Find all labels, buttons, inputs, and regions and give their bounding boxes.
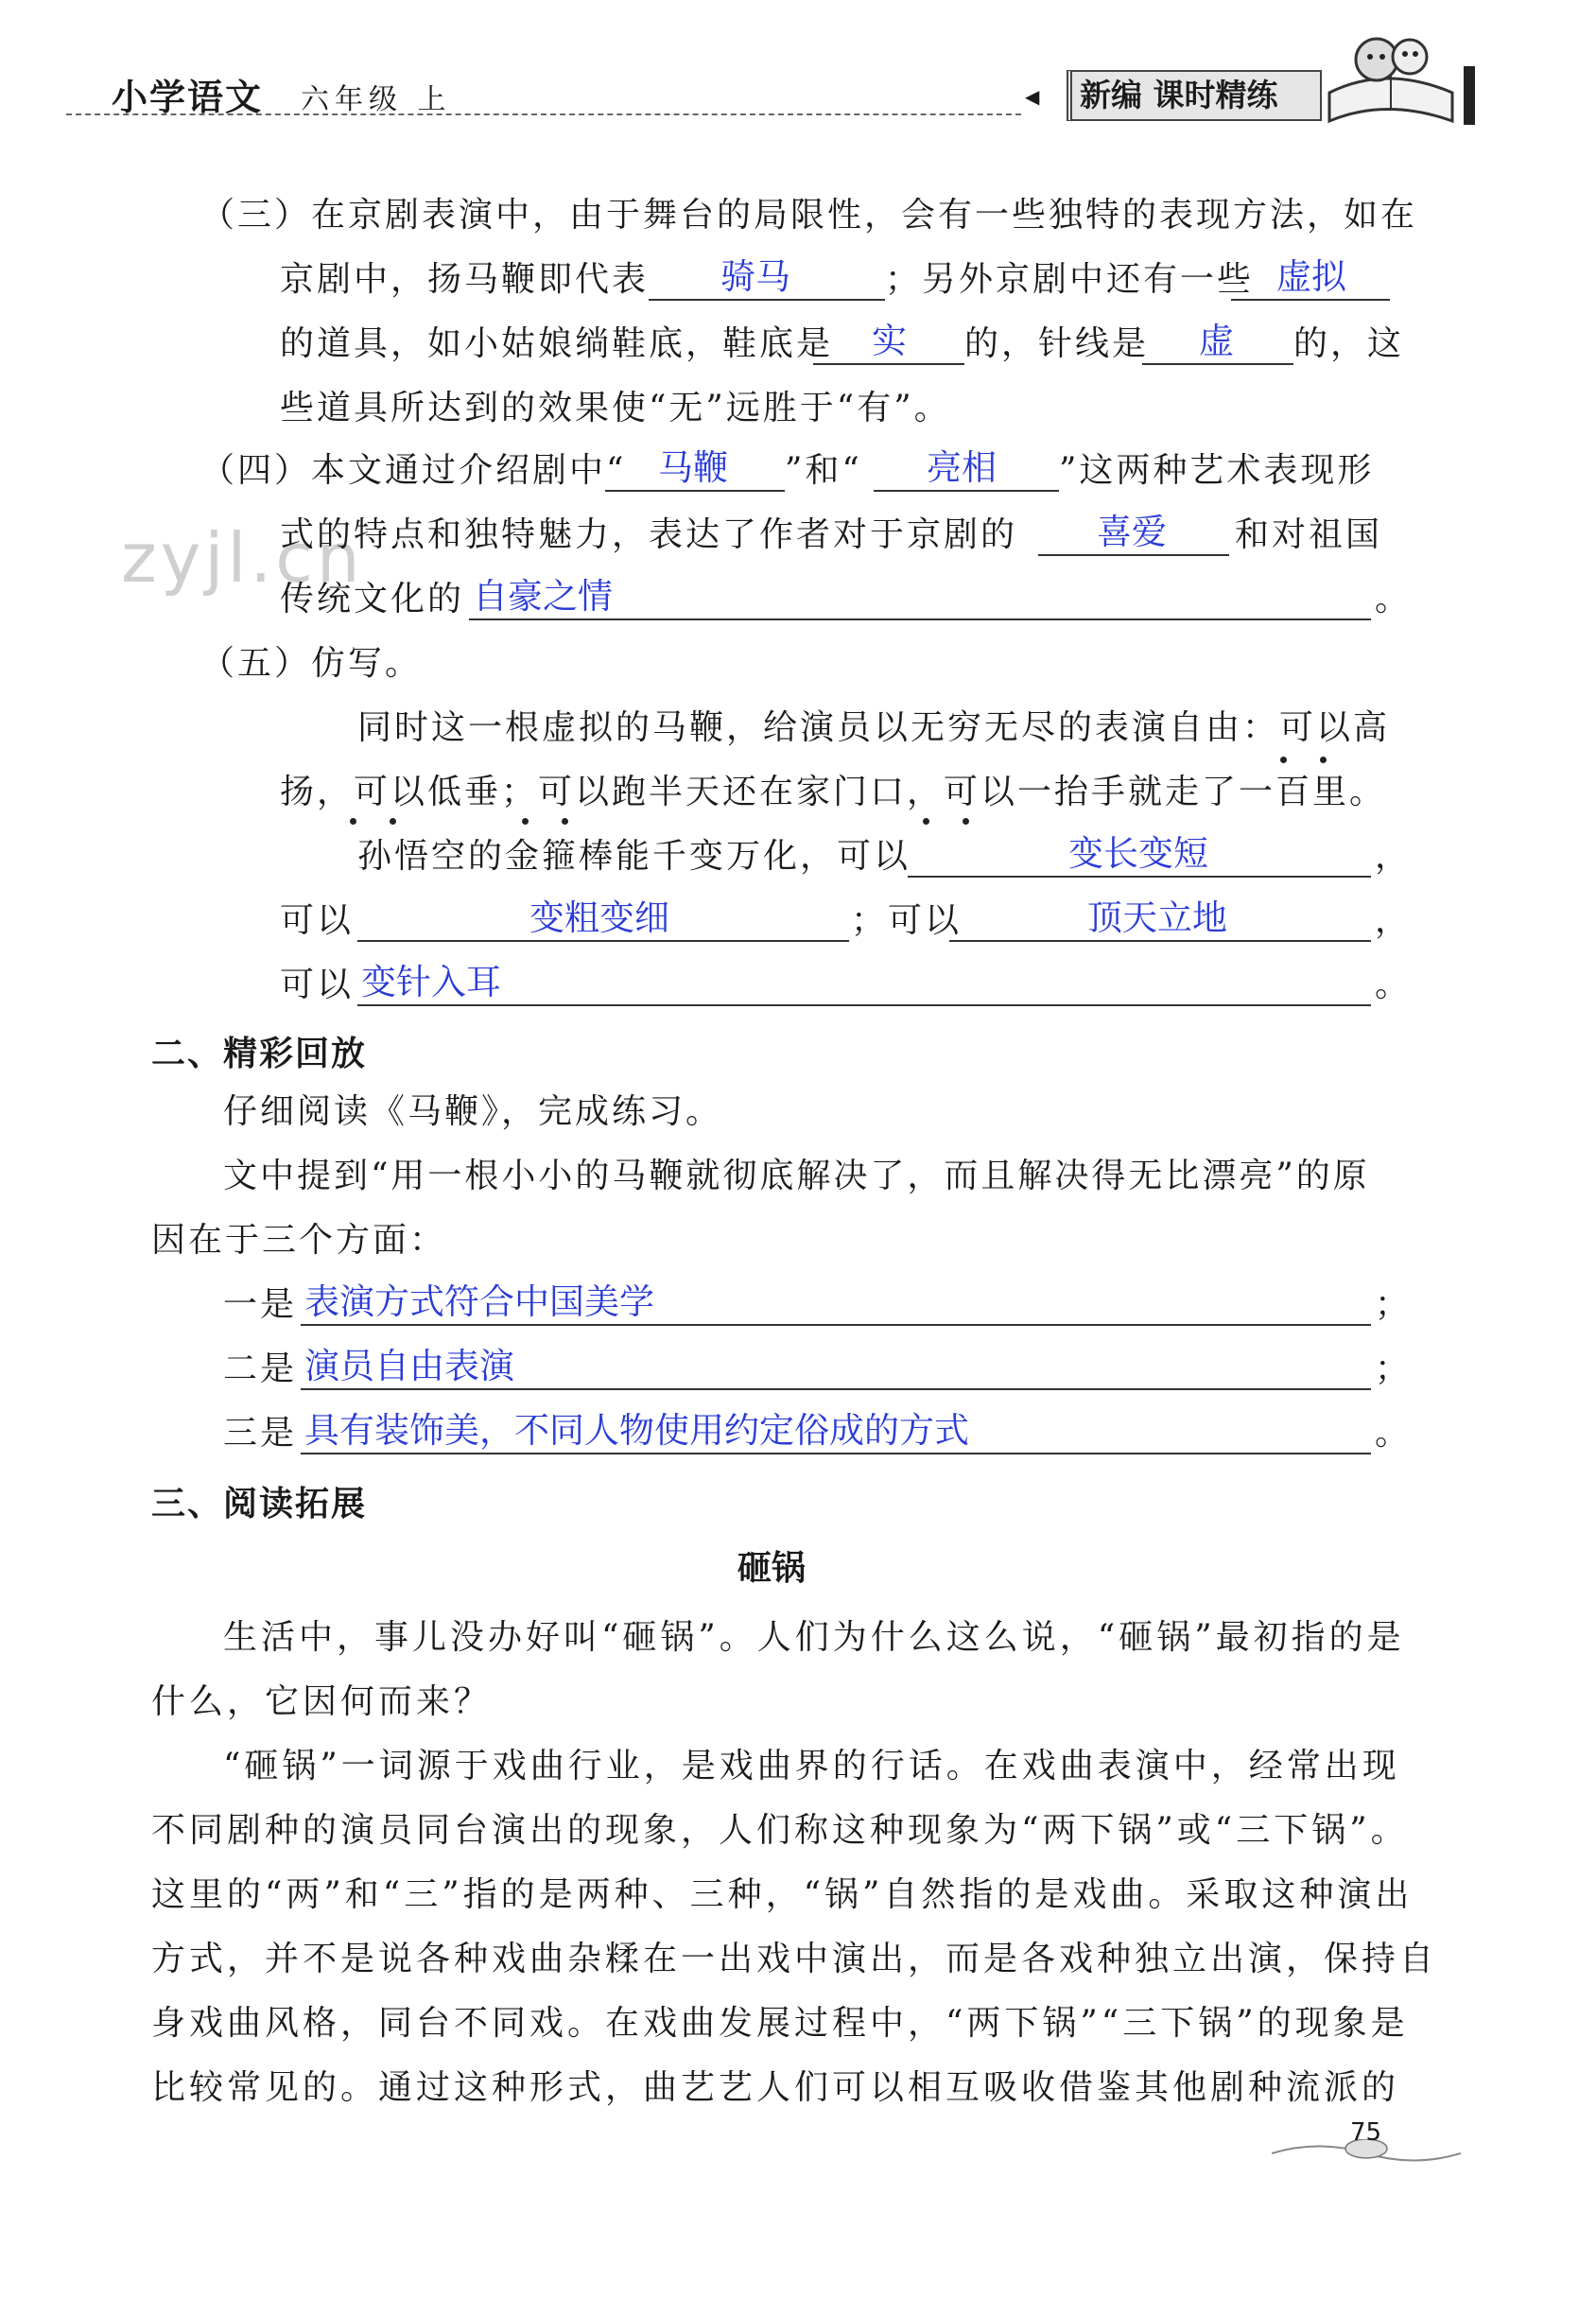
item3-end: 。 [1375,1414,1413,1453]
q5-prompt: 孙悟空的金箍棒能千变万化，可以 [357,837,911,876]
q4-line3-a: 传统文化的 [280,580,465,618]
triangle-icon: ◀ [1025,85,1040,108]
q5-para2: 扬，可以低垂；可以跑半天还在家门口，可以一抬手就走了一百里。 [280,773,1387,811]
emphasis-dot [390,818,396,825]
item3-label: 三是 [223,1414,298,1453]
item1-blank[interactable] [301,1324,1371,1326]
q5-blank-2[interactable] [357,940,849,942]
q5-comma-1: ， [1375,837,1413,876]
item3-answer: 具有装饰美，不同人物使用约定俗成的方式 [304,1410,969,1451]
q4-blank-4[interactable] [469,618,1371,620]
section2-intro: 仔细阅读《马鞭》，完成练习。 [223,1092,723,1131]
q5-label: （五）仿写。 [200,644,423,683]
q3-answer-4: 虚 [1199,321,1234,361]
q3-blank-3[interactable] [813,363,964,365]
q5-keyi-2: 可以 [280,901,355,940]
q3-line1: （三）在京剧表演中，由于舞台的局限性，会有一些独特的表现方法，如在 [200,196,1418,235]
q3-answer-2: 虚拟 [1276,256,1346,297]
q5-keyi-4: 可以 [280,966,355,1004]
q4-answer-3: 喜爱 [1097,512,1167,552]
q3-blank-4[interactable] [1142,363,1293,365]
item2-label: 二是 [223,1350,298,1388]
q3-line3-c: 的，这 [1293,324,1405,363]
item3-blank[interactable] [301,1453,1371,1454]
q3-line2-b: ；另外京剧中还有一些 [885,260,1255,299]
section3-heading: 三、阅读拓展 [151,1485,368,1524]
q5-comma-2: ， [1375,901,1413,940]
q3-line3-a: 的道具，如小姑娘绱鞋底，鞋底是 [280,324,834,363]
q5-answer-1: 变长变短 [1068,833,1208,874]
article-title: 砸锅 [737,1549,807,1588]
grade-label: 六年级 上 [301,83,452,116]
emphasis-dot [1280,757,1287,763]
q3-blank-2[interactable] [1231,299,1390,301]
q5-answer-4: 变针入耳 [361,962,501,1002]
emphasis-dot [1320,757,1327,763]
article-paragraph-line: 不同剧种的演员同台演出的现象，人们称这种现象为“两下锅”或“三下锅”。 [151,1811,1409,1850]
emphasis-dot [963,818,969,825]
q3-answer-1: 骑马 [720,256,790,297]
q3-blank-1[interactable] [649,299,885,301]
emphasis-dot [522,818,529,825]
q3-answer-3: 实 [872,321,907,361]
item1-answer: 表演方式符合中国美学 [304,1281,654,1322]
q4-line1-a: （四）本文通过介绍剧中“ [200,451,627,490]
q4-blank-3[interactable] [1038,554,1229,556]
q4-line3-b: 。 [1375,580,1413,618]
q4-line2-b: 和对祖国 [1235,515,1383,554]
article-paragraph-line: 方式，并不是说各种戏曲杂糅在一出戏中演出，而是各戏种独立出演，保持自 [151,1940,1438,1978]
q5-period: 。 [1375,966,1413,1004]
item2-answer: 演员自由表演 [304,1346,514,1386]
page-number: 75 [1350,2118,1382,2147]
item1-end: ； [1375,1285,1413,1324]
article-paragraph-line: 这里的“两”和“三”指的是两种、三种，“锅”自然指的是戏曲。采取这种演出 [151,1875,1414,1914]
article-paragraph-line: “砸锅”一词源于戏曲行业，是戏曲界的行话。在戏曲表演中，经常出现 [223,1747,1400,1785]
q4-blank-1[interactable] [605,490,785,492]
article-paragraph-line: 生活中，事儿没办好叫“砸锅”。人们为什么这么说，“砸锅”最初指的是 [223,1618,1405,1657]
emphasis-dot [562,818,568,825]
q5-blank-3[interactable] [949,940,1371,942]
q4-line1-b: ”和“ [785,451,862,490]
book-mascot-icon [1320,26,1462,131]
item1-label: 一是 [223,1285,298,1324]
q5-answer-2: 变粗变细 [529,897,669,938]
article-paragraph-line: 比较常见的。通过这种形式，曲艺艺人们可以相互吸收借鉴其他剧种流派的 [151,2068,1400,2107]
q5-blank-4[interactable] [357,1004,1371,1006]
q4-answer-4: 自豪之情 [473,576,613,617]
q3-line3-b: 的，针线是 [964,324,1150,363]
section2-question-line1: 文中提到“用一根小小的马鞭就彻底解决了，而且解决得无比漂亮”的原 [223,1157,1370,1195]
watermark: zyjl.cn [121,518,364,598]
emphasis-dot [923,818,929,825]
item2-end: ； [1375,1350,1413,1388]
q4-answer-1: 马鞭 [658,447,728,488]
header-divider [66,113,1021,115]
q5-answer-3: 顶天立地 [1087,897,1227,938]
item2-blank[interactable] [301,1388,1371,1390]
subject-title: 小学语文 [112,77,264,118]
q4-blank-2[interactable] [874,490,1059,492]
q4-line1-c: ”这两种艺术表现形 [1059,451,1375,490]
article-paragraph-line: 什么，它因何而来？ [151,1682,493,1721]
article-paragraph-line: 身戏曲风格，同台不同戏。在戏曲发展过程中，“两下锅”“三下锅”的现象是 [151,2004,1409,2043]
q5-para1: 同时这一根虚拟的马鞭，给演员以无穷无尽的表演自由：可以高 [357,708,1391,747]
q4-answer-2: 亮相 [927,447,997,488]
header-bar [1464,66,1475,125]
emphasis-dot [350,818,356,825]
q3-line4: 些道具所达到的效果使“无”远胜于“有”。 [280,389,951,427]
q5-keyi-3: ；可以 [851,901,963,940]
q3-line2-a: 京剧中，扬马鞭即代表 [280,260,650,299]
q5-blank-1[interactable] [908,876,1371,878]
q4-line2-a: 式的特点和独特魅力，表达了作者对于京剧的 [280,515,1018,554]
section2-heading: 二、精彩回放 [151,1035,368,1073]
series-title: 新编 课时精练 [1067,70,1322,121]
section2-question-line2: 因在于三个方面： [151,1221,447,1260]
